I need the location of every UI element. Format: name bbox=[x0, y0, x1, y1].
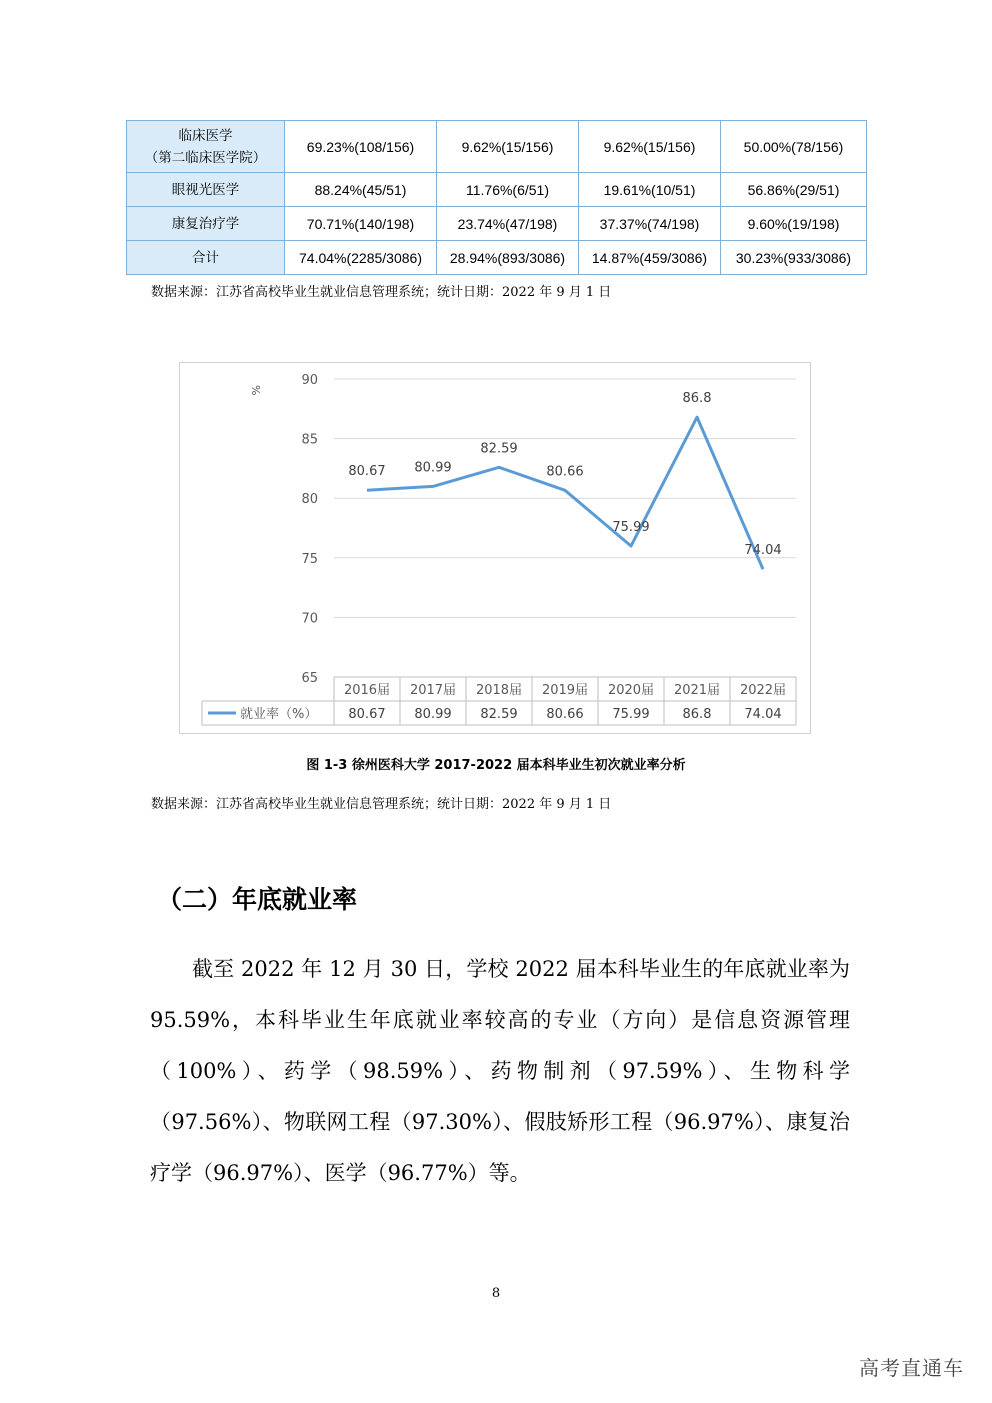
major-name-cell bbox=[127, 121, 285, 173]
table-cell: 56.86%(29/51) bbox=[721, 173, 867, 207]
table-cell: 74.04%(2285/3086) bbox=[285, 241, 437, 275]
table-value: 82.59 bbox=[480, 707, 518, 722]
y-tick-label: 65 bbox=[301, 671, 318, 686]
x-category-label: 2018届 bbox=[475, 683, 523, 698]
table-value: 80.99 bbox=[414, 707, 452, 722]
source-note: 数据来源：江苏省高校毕业生就业信息管理系统；统计日期：2022 年 9 月 1 日 bbox=[151, 797, 612, 812]
table-value: 86.8 bbox=[682, 707, 712, 722]
major-name-line: （第二临床医学院） bbox=[144, 149, 267, 166]
legend-label: 就业率（%） bbox=[240, 707, 318, 722]
table-row bbox=[127, 207, 867, 241]
watermark-text: 高考直通车 bbox=[859, 1356, 964, 1380]
x-category-label: 2021届 bbox=[673, 683, 721, 698]
y-tick-label: 80 bbox=[301, 492, 318, 508]
y-tick-label: 85 bbox=[301, 432, 318, 448]
y-axis-label: % bbox=[249, 385, 262, 396]
table-cell: 88.24%(45/51) bbox=[285, 173, 437, 207]
data-label: 75.99 bbox=[612, 519, 650, 535]
y-tick-label: 70 bbox=[301, 611, 318, 627]
major-name-line: 临床医学 bbox=[178, 127, 233, 144]
major-name-cell: 康复治疗学 bbox=[127, 207, 285, 241]
y-tick-label: 90 bbox=[301, 373, 318, 388]
table-cell: 11.76%(6/51) bbox=[437, 173, 579, 207]
source-note: 数据来源：江苏省高校毕业生就业信息管理系统；统计日期：2022 年 9 月 1 日 bbox=[151, 285, 612, 300]
table-value: 80.66 bbox=[546, 707, 584, 722]
table-cell: 9.60%(19/198) bbox=[721, 207, 867, 241]
table-cell: 19.61%(10/51) bbox=[579, 173, 721, 207]
chart-svg bbox=[180, 363, 810, 733]
table-cell: 37.37%(74/198) bbox=[579, 207, 721, 241]
table-cell: 30.23%(933/3086) bbox=[721, 241, 867, 275]
data-label: 80.99 bbox=[414, 460, 452, 476]
table-cell: 9.62%(15/156) bbox=[437, 121, 579, 173]
major-name-cell: 眼视光医学 bbox=[127, 173, 285, 207]
x-category-label: 2019届 bbox=[541, 683, 589, 698]
section-heading: （二）年底就业率 bbox=[157, 885, 358, 914]
data-label: 80.66 bbox=[546, 464, 584, 480]
table-value: 80.67 bbox=[348, 707, 386, 722]
body-paragraph: 截至 2022 年 12 月 30 日，学校 2022 届本科毕业生的年底就业率为 95.59%，本科毕业生年底就业率较高的专业（方向）是信息资源管理（100%）、药学（98.59%）、药物制剂（97.59%）、生物科学（97.56%）、物联网工程（97.30%）、假肢矫形工程（96.97%）、康复治疗学（96.97%）、医学（96.77%）等。 bbox=[150, 957, 850, 1185]
x-category-label: 2022届 bbox=[739, 683, 787, 698]
data-label: 82.59 bbox=[480, 441, 518, 457]
table-value: 74.04 bbox=[744, 707, 782, 722]
table-cell: 69.23%(108/156) bbox=[285, 121, 437, 173]
employment-rate-chart bbox=[179, 362, 811, 734]
table-cell: 70.71%(140/198) bbox=[285, 207, 437, 241]
table-row bbox=[127, 241, 867, 275]
major-name-cell: 合计 bbox=[127, 241, 285, 275]
data-label: 86.8 bbox=[682, 391, 712, 407]
employment-table bbox=[126, 120, 867, 275]
table-row bbox=[127, 121, 867, 173]
x-category-label: 2016届 bbox=[343, 683, 391, 698]
table-row bbox=[127, 173, 867, 207]
figure-caption: 图 1-3 徐州医科大学 2017-2022 届本科毕业生初次就业率分析 bbox=[306, 758, 686, 773]
table-cell: 28.94%(893/3086) bbox=[437, 241, 579, 275]
data-label: 74.04 bbox=[744, 543, 782, 559]
table-cell: 23.74%(47/198) bbox=[437, 207, 579, 241]
x-category-label: 2020届 bbox=[607, 683, 655, 698]
table-cell: 14.87%(459/3086) bbox=[579, 241, 721, 275]
series-line bbox=[367, 417, 763, 569]
table-cell: 9.62%(15/156) bbox=[579, 121, 721, 173]
page-number: 8 bbox=[491, 1286, 501, 1301]
y-tick-label: 75 bbox=[301, 551, 318, 567]
data-label: 80.67 bbox=[348, 464, 386, 480]
table-cell: 50.00%(78/156) bbox=[721, 121, 867, 173]
table-value: 75.99 bbox=[612, 707, 650, 722]
x-category-label: 2017届 bbox=[409, 683, 457, 698]
